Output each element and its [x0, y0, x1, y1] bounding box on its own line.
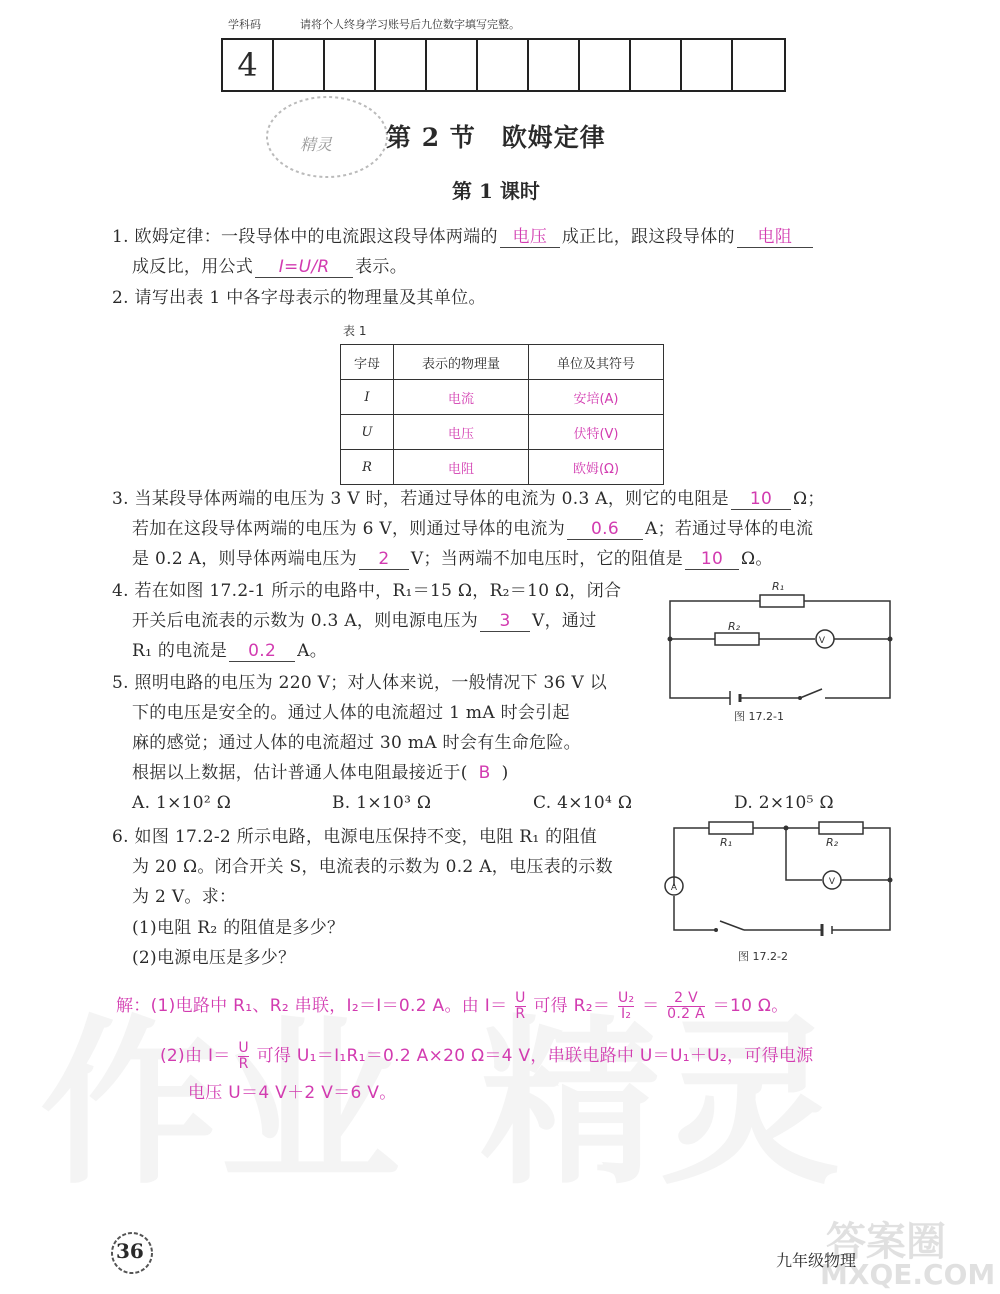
q1-answer-2[interactable]: 电阻 — [737, 227, 813, 248]
q3-line3: 是 0.2 A，则导体两端电压为 2 V；当两端不加电压时，它的阻值是 10 Ω。 — [132, 549, 773, 569]
section-title: 第 2 节 欧姆定律 — [386, 123, 606, 152]
page-number: 36 — [116, 1239, 144, 1263]
q2-text: 2. 请写出表 1 中各字母表示的物理量及其单位。 — [112, 288, 486, 308]
watermark-url: MXQE.COM — [820, 1258, 996, 1291]
watermark-logo: 答案圈 — [826, 1219, 946, 1265]
digit-box[interactable] — [478, 40, 529, 90]
digit-box[interactable] — [274, 40, 325, 90]
table-row: U 电压 伏特(V) — [341, 415, 664, 450]
svg-text:V: V — [818, 636, 826, 646]
q1-answer-1[interactable]: 电压 — [500, 227, 560, 248]
q5-line2: 下的电压是安全的。通过人体的电流超过 1 mA 时会引起 — [132, 703, 570, 723]
q6-line2: 为 20 Ω。闭合开关 S，电流表的示数为 0.2 A，电压表的示数 — [132, 857, 613, 877]
q5-line1: 5. 照明电路的电压为 220 V；对人体来说，一般情况下 36 V 以 — [112, 673, 608, 693]
grade-label: 九年级物理 — [776, 1251, 857, 1270]
svg-text:V: V — [828, 877, 836, 887]
q3-line2: 若加在这段导体两端的电压为 6 V，则通过导体的电流为 0.6 A；若通过导体的电流 — [132, 519, 814, 539]
q5-option-a[interactable]: A. 1×10² Ω — [132, 793, 232, 813]
q3-answer-4[interactable]: 10 — [685, 549, 739, 570]
account-instruction: 请将个人终身学习账号后九位数字填写完整。 — [300, 18, 520, 31]
q6-line1: 6. 如图 17.2-2 所示电路，电源电压保持不变，电阻 R₁ 的阻值 — [112, 827, 598, 847]
stamp-text: 精灵 — [300, 135, 333, 154]
account-number-boxes[interactable] — [221, 38, 786, 92]
digit-box[interactable] — [376, 40, 427, 90]
q6-line3: 为 2 V。求： — [132, 887, 237, 907]
q5-option-c[interactable]: C. 4×10⁴ Ω — [533, 793, 633, 813]
q5-line3: 麻的感觉；通过人体的电流超过 30 mA 时会有生命危险。 — [132, 733, 581, 753]
q1-line1: 1. 欧姆定律：一段导体中的电流跟这段导体两端的 电压 成正比，跟这段导体的 电阻 — [112, 226, 815, 248]
q3-line1: 3. 当某段导体两端的电压为 3 V 时，若通过导体的电流为 0.3 A，则它的电阻是 10 Ω； — [112, 489, 825, 509]
table-caption: 表 1 — [343, 324, 367, 338]
digit-box[interactable] — [580, 40, 631, 90]
q4-answer-1[interactable]: 3 — [480, 611, 530, 632]
solution-line1: 解：(1)电路中 R₁、R₂ 串联，I₂＝I＝0.2 A。由 I＝ $\frac{U}{R}$ 可得 R₂＝ $\frac{\text{U₂}}{\text{I₂}}$ ＝ $\frac{2 V}{0.2 A}$ ＝10 Ω。 — [116, 989, 789, 1022]
q6-sub2: (2)电源电压是多少？ — [132, 948, 296, 968]
q4-line3: R₁ 的电流是 0.2 A。 — [132, 641, 328, 661]
table-header: 表示的物理量 — [394, 345, 529, 380]
q6-sub1: (1)电阻 R₂ 的阻值是多少？ — [132, 918, 345, 938]
table-header: 字母 — [341, 345, 394, 380]
circuit2-label-r1: R₁ — [720, 836, 733, 849]
table-header: 单位及其符号 — [529, 345, 664, 380]
q1-answer-3[interactable]: I=U/R — [255, 257, 353, 278]
q3-answer-2[interactable]: 0.6 — [567, 519, 643, 540]
figure-caption-1: 图 17.2-1 — [734, 710, 784, 723]
digit-box[interactable] — [427, 40, 478, 90]
table-row: R 电阻 欧姆(Ω) — [341, 450, 664, 485]
lesson-title: 第 1 课时 — [452, 179, 540, 203]
solution-line3: 电压 U＝4 V＋2 V＝6 V。 — [188, 1083, 397, 1103]
q4-answer-2[interactable]: 0.2 — [229, 641, 295, 662]
quantity-table — [340, 344, 664, 485]
q3-answer-1[interactable]: 10 — [731, 489, 791, 510]
digit-box[interactable] — [631, 40, 682, 90]
subject-code-label: 学科码 — [228, 18, 261, 31]
svg-text:A: A — [670, 883, 678, 893]
digit-box[interactable] — [682, 40, 733, 90]
q5-option-b[interactable]: B. 1×10³ Ω — [332, 793, 432, 813]
circuit-diagram-2 — [664, 818, 900, 946]
q4-line2: 开关后电流表的示数为 0.3 A，则电源电压为 3 V，通过 — [132, 611, 597, 631]
q3-answer-3[interactable]: 2 — [359, 549, 409, 570]
digit-box[interactable] — [733, 40, 784, 90]
circuit2-label-r2: R₂ — [826, 836, 839, 849]
q4-line1: 4. 若在如图 17.2-1 所示的电路中，R₁＝15 Ω，R₂＝10 Ω，闭合 — [112, 581, 622, 601]
circuit-diagram-1 — [660, 576, 900, 726]
digit-box[interactable] — [529, 40, 580, 90]
q1-line2: 成反比，用公式 I=U/R 表示。 — [132, 257, 408, 277]
circuit1-label-r1: R₁ — [772, 580, 785, 593]
solution-line2: (2)由 I＝ $\frac{U}{R}$ 可得 U₁＝I₁R₁＝0.2 A×20 Ω＝4 V，串联电路中 U＝U₁＋U₂，可得电源 — [160, 1039, 814, 1072]
q5-line4: 根据以上数据，估计普通人体电阻最接近于( B ) — [132, 763, 509, 783]
q5-option-d[interactable]: D. 2×10⁵ Ω — [734, 793, 834, 813]
digit-box[interactable] — [325, 40, 376, 90]
table-row: I 电流 安培(A) — [341, 380, 664, 415]
circuit1-label-r2: R₂ — [728, 620, 741, 633]
figure-caption-2: 图 17.2-2 — [738, 950, 788, 963]
digit-box[interactable]: 4 — [223, 40, 274, 90]
q5-answer[interactable]: B — [478, 763, 491, 783]
